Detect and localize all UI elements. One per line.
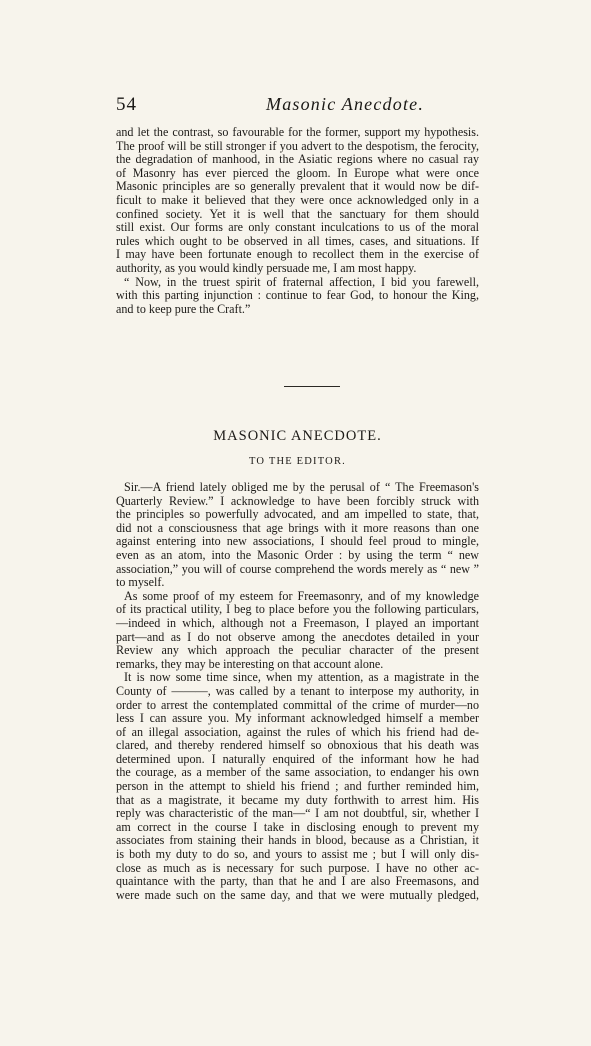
text-line: did not a consciousness that age brings with it more reasons than one — [116, 520, 479, 535]
continued-letter-text — [116, 126, 479, 316]
article-body — [116, 481, 479, 902]
text-line: of its practical utility, I beg to place before you the following particulars, — [116, 602, 479, 617]
text-line: part—and as I do not observe among the anecdotes detailed in your — [116, 629, 479, 644]
text-line: clared, and thereby rendered himself so obnoxious that his death was — [116, 738, 479, 753]
text-line: the courage, as a member of the same association, to endanger his own — [116, 765, 479, 780]
text-line: and let the contrast, so favourable for the former, support my hypothesis. — [116, 125, 479, 139]
text-line: rules which ought to be observed in all times, cases, and situations. If — [116, 233, 479, 248]
text-line: am correct in the course I take in disclosing enough to prevent my — [116, 819, 479, 834]
text-line: even as an atom, into the Masonic Order : by using the term “ new — [116, 547, 479, 562]
text-line: “ Now, in the truest spirit of fraternal affection, I bid you farewell, — [124, 274, 479, 289]
text-line: of an illegal association, against the rules of which his friend had de- — [116, 724, 479, 739]
text-line: person in the attempt to shield his friend ; and further reminded him, — [116, 779, 479, 794]
text-line: Masonic principles are so generally prevalent that it would now be dif- — [116, 179, 479, 194]
text-line: reply was characteristic of the man—“ I am not doubtful, sir, whether I — [116, 806, 479, 821]
section-divider — [284, 386, 340, 387]
text-line: that as a magistrate, it became my duty forthwith to arrest him. His — [116, 792, 479, 807]
text-line: As some proof of my esteem for Freemasonry, and of my knowledge — [124, 588, 479, 603]
text-line: associates from staining their hands in blood, because as a Christian, it — [116, 833, 479, 848]
article-subtitle: TO THE EDITOR. — [248, 456, 346, 467]
page-header — [116, 94, 476, 118]
text-line: association,” you will of course comprehend the words merely as “ new ” — [116, 561, 479, 576]
text-line: against entering into new associations, I should feel proud to mingle, — [116, 534, 479, 549]
text-line: The proof will be still stronger if you advert to the despotism, the ferocity, — [116, 138, 479, 153]
text-line: It is now some time since, when my attention, as a magistrate in the — [124, 670, 479, 685]
text-line: less I can assure you. My informant acknowledged himself a member — [116, 711, 479, 726]
page-number: 54 — [116, 94, 137, 115]
text-line: were made such on the same day, and that we were mutually pledged, — [116, 887, 479, 902]
text-line: authority, as you would kindly persuade me, I am most happy. — [116, 260, 417, 275]
text-line: determined upon. I naturally enquired of the informant how he had — [116, 751, 479, 766]
text-line: ficult to make it believed that they were once acknowledged only in a — [116, 192, 479, 207]
text-line: the degradation of manhood, in the Asiatic regions where no casual ray — [116, 152, 479, 167]
text-line: I may have been fortunate enough to recollect them in the exercise of — [116, 247, 479, 262]
text-line: order to arrest the contemplated committal of the crime of murder—no — [116, 697, 479, 712]
text-line: of Masonry has ever pierced the gloom. In Europe what were once — [116, 165, 479, 180]
text-line: to myself. — [116, 575, 165, 590]
text-line: Quarterly Review.” I acknowledge to have been forcibly struck with — [116, 493, 479, 508]
text-line: Review any which approach the peculiar character of the present — [116, 643, 479, 658]
text-line: with this parting injunction : continue to fear God, to honour the King, — [116, 288, 479, 303]
text-line: the principles so powerfully advocated, and am impelled to state, that, — [116, 507, 479, 522]
text-line: is both my duty to do so, and yours to assist me ; but I will only dis- — [116, 847, 479, 862]
text-line: remarks, they may be interesting on that account alone. — [116, 656, 384, 671]
article-title: MASONIC ANECDOTE. — [213, 428, 382, 444]
running-title: Masonic Anecdote. — [266, 94, 425, 114]
text-line: and to keep pure the Craft.” — [116, 301, 251, 316]
text-line: —indeed in which, although not a Freemason, I played an important — [116, 615, 479, 630]
text-line: Sir.—A friend lately obliged me by the perusal of “ The Freemason's — [124, 480, 479, 494]
text-line: close as much as is necessary for such purpose. I have no other ac- — [116, 860, 479, 875]
text-line: still exist. Our forms are only constant inculcations to us of the moral — [116, 220, 479, 235]
text-line: confined society. Yet it is well that the sanctuary for them should — [116, 206, 479, 221]
text-line: County of ———, was called by a tenant to interpose my authority, in — [116, 683, 479, 698]
text-line: quaintance with the party, than that he and I are also Freemasons, and — [116, 874, 479, 889]
